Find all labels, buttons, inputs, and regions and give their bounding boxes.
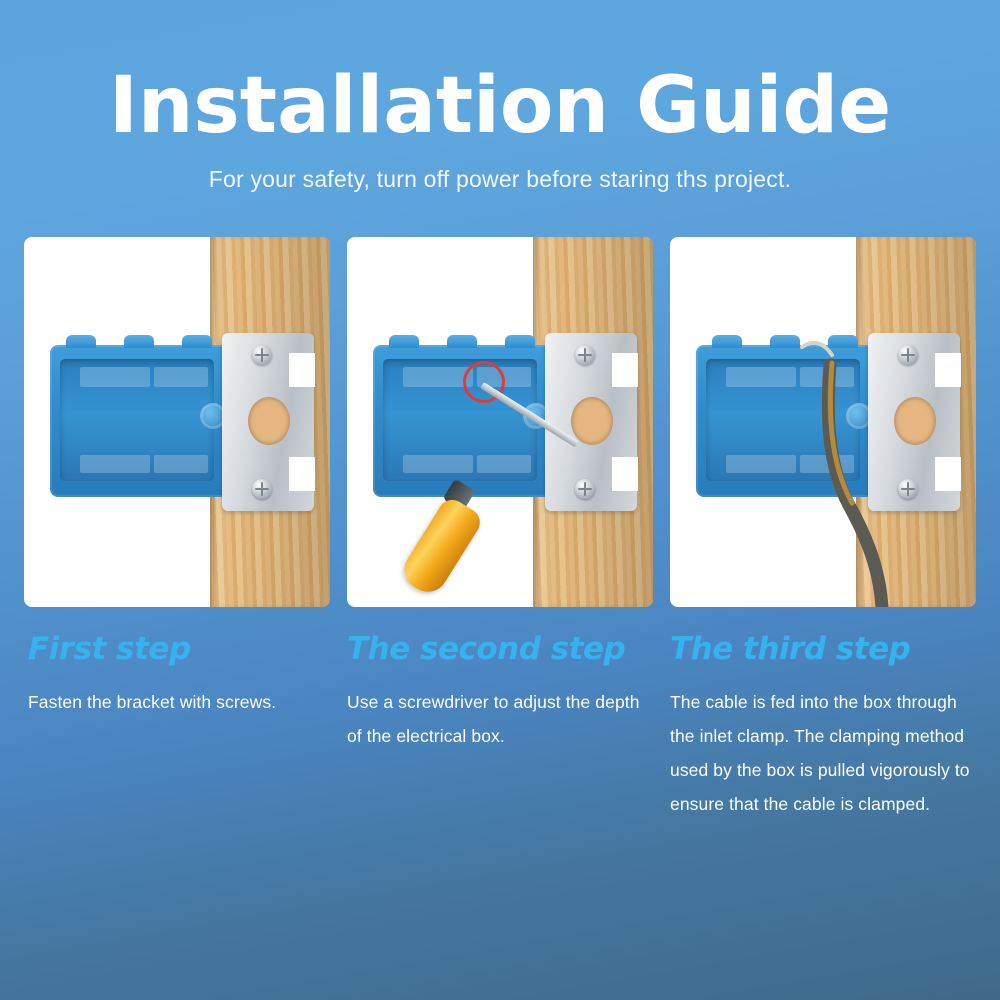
step-image-first (24, 237, 330, 607)
page-title: Installation Guide (108, 61, 892, 151)
metal-bracket-graphic (222, 333, 314, 511)
page-subtitle: For your safety, turn off power before staring ths project. (208, 165, 792, 192)
step-card-second (347, 237, 653, 822)
screw-icon (252, 479, 272, 499)
electrical-box-graphic (50, 345, 230, 497)
step-text-first: Fasten the bracket with screws. (28, 691, 277, 712)
screwdriver-graphic (407, 427, 587, 597)
step-image-third (670, 237, 976, 607)
step-text-second: Use a screwdriver to adjust the depth of the electrical box. (347, 691, 640, 747)
step-title-third: The third step (670, 630, 911, 667)
step-text-third: The cable is fed into the box through the inlet clamp. The clamping method used by the box is pulled vigorously to ensure that the cable is clamped. (670, 691, 970, 815)
step-title-second: The second step (347, 630, 626, 667)
screw-icon (252, 345, 272, 365)
step-image-second (347, 237, 653, 607)
step-card-first (24, 237, 330, 822)
steps-container (0, 193, 1000, 822)
page-header (0, 0, 1000, 193)
cable-graphic (820, 357, 976, 607)
screw-icon (575, 345, 595, 365)
step-card-third (670, 237, 976, 822)
step-title-first: First step (28, 630, 191, 667)
